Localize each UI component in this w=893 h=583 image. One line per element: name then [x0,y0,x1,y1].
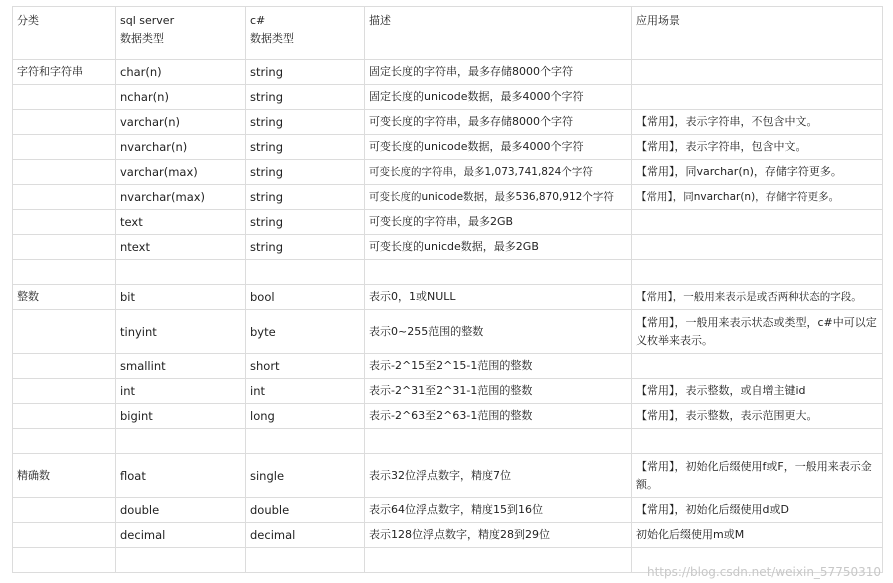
cell-category [13,548,116,573]
cell-sql-type: int [116,379,246,404]
data-type-table [12,6,883,573]
cell-sql-type: nchar(n) [116,85,246,110]
table-row [13,60,883,85]
cell-description: 表示0，1或NULL [365,285,632,310]
cell-usage: 【常用】，表示整数，表示范围更大。 [632,404,883,429]
cell-sql-type: char(n) [116,60,246,85]
header-description: 描述 [365,7,632,60]
cell-description: 表示-2^15至2^15-1范围的整数 [365,354,632,379]
cell-sql-type: bigint [116,404,246,429]
cell-description: 表示-2^63至2^63-1范围的整数 [365,404,632,429]
cell-category [13,210,116,235]
cell-sql-type: double [116,498,246,523]
cell-csharp-type: byte [246,310,365,354]
cell-csharp-type: long [246,404,365,429]
cell-sql-type: nvarchar(max) [116,185,246,210]
cell-description: 可变长度的unicde数据，最多2GB [365,235,632,260]
cell-description: 可变长度的unicode数据，最多536,870,912个字符 [365,185,632,210]
table-row [13,135,883,160]
empty-row [13,429,883,454]
cell-category [13,523,116,548]
cell-category [13,110,116,135]
cell-csharp-type: string [246,160,365,185]
cell-usage: 【常用】，初始化后缀使用d或D [632,498,883,523]
cell-usage [632,354,883,379]
cell-csharp-type: string [246,235,365,260]
cell-usage: 【常用】，表示字符串，包含中文。 [632,135,883,160]
cell-category [13,379,116,404]
cell-csharp-type: string [246,60,365,85]
cell-csharp-type: int [246,379,365,404]
cell-category [13,160,116,185]
cell-usage: 【常用】，一般用来表示是或否两种状态的字段。 [632,285,883,310]
cell-csharp-type [246,260,365,285]
cell-description: 可变长度的字符串，最多存储8000个字符 [365,110,632,135]
table-row [13,160,883,185]
cell-usage: 【常用】，同nvarchar(n)，存储字符更多。 [632,185,883,210]
cell-csharp-type: short [246,354,365,379]
table-row [13,185,883,210]
cell-category [13,135,116,160]
header-sql-type: sql server 数据类型 [116,7,246,60]
cell-sql-type: ntext [116,235,246,260]
cell-usage [632,235,883,260]
cell-description: 表示128位浮点数字，精度28到29位 [365,523,632,548]
empty-row [13,260,883,285]
cell-description: 可变长度的字符串，最多1,073,741,824个字符 [365,160,632,185]
cell-sql-type: varchar(max) [116,160,246,185]
cell-csharp-type: single [246,454,365,498]
cell-csharp-type: string [246,185,365,210]
cell-category [13,498,116,523]
cell-description: 表示-2^31至2^31-1范围的整数 [365,379,632,404]
table-row [13,454,883,498]
cell-usage [632,429,883,454]
cell-category: 精确数 [13,454,116,498]
cell-csharp-type: bool [246,285,365,310]
cell-category [13,310,116,354]
cell-description [365,548,632,573]
cell-description: 可变长度的字符串，最多2GB [365,210,632,235]
table-row [13,235,883,260]
watermark-url: https://blog.csdn.net/weixin_57750310 [646,565,881,579]
cell-description: 表示0~255范围的整数 [365,310,632,354]
table-row [13,85,883,110]
cell-csharp-type: double [246,498,365,523]
cell-description: 表示32位浮点数字，精度7位 [365,454,632,498]
table-row [13,523,883,548]
cell-usage [632,60,883,85]
cell-sql-type: smallint [116,354,246,379]
cell-description [365,260,632,285]
cell-category [13,429,116,454]
cell-category [13,85,116,110]
header-row [13,7,883,60]
cell-description: 表示64位浮点数字，精度15到16位 [365,498,632,523]
cell-usage [632,260,883,285]
cell-csharp-type: string [246,110,365,135]
table-row [13,210,883,235]
cell-description: 可变长度的unicode数据，最多4000个字符 [365,135,632,160]
cell-description: 固定长度的字符串，最多存储8000个字符 [365,60,632,85]
table-row [13,498,883,523]
header-csharp-type: c# 数据类型 [246,7,365,60]
cell-usage [632,85,883,110]
table-row [13,354,883,379]
cell-category [13,354,116,379]
cell-csharp-type [246,429,365,454]
cell-category: 字符和字符串 [13,60,116,85]
cell-usage: 初始化后缀使用m或M [632,523,883,548]
cell-sql-type: varchar(n) [116,110,246,135]
cell-description: 固定长度的unicode数据，最多4000个字符 [365,85,632,110]
cell-sql-type: float [116,454,246,498]
cell-usage: 【常用】，同varchar(n)，存储字符更多。 [632,160,883,185]
cell-category [13,404,116,429]
cell-csharp-type: string [246,135,365,160]
cell-sql-type: tinyint [116,310,246,354]
cell-sql-type: decimal [116,523,246,548]
table-row [13,310,883,354]
cell-sql-type [116,429,246,454]
cell-sql-type: nvarchar(n) [116,135,246,160]
cell-csharp-type [246,548,365,573]
table-row [13,379,883,404]
cell-category: 整数 [13,285,116,310]
cell-usage: 【常用】，一般用来表示状态或类型，c#中可以定义枚举来表示。 [632,310,883,354]
cell-sql-type [116,548,246,573]
cell-category [13,235,116,260]
cell-sql-type [116,260,246,285]
cell-csharp-type: string [246,85,365,110]
cell-sql-type: bit [116,285,246,310]
cell-csharp-type: decimal [246,523,365,548]
cell-usage: 【常用】，表示字符串，不包含中文。 [632,110,883,135]
cell-description [365,429,632,454]
header-category: 分类 [13,7,116,60]
cell-usage: 【常用】，初始化后缀使用f或F，一般用来表示金额。 [632,454,883,498]
table-row [13,285,883,310]
table-row [13,110,883,135]
cell-usage [632,210,883,235]
table-row [13,404,883,429]
cell-category [13,185,116,210]
header-usage: 应用场景 [632,7,883,60]
cell-csharp-type: string [246,210,365,235]
cell-sql-type: text [116,210,246,235]
cell-category [13,260,116,285]
cell-usage: 【常用】，表示整数，或自增主键id [632,379,883,404]
